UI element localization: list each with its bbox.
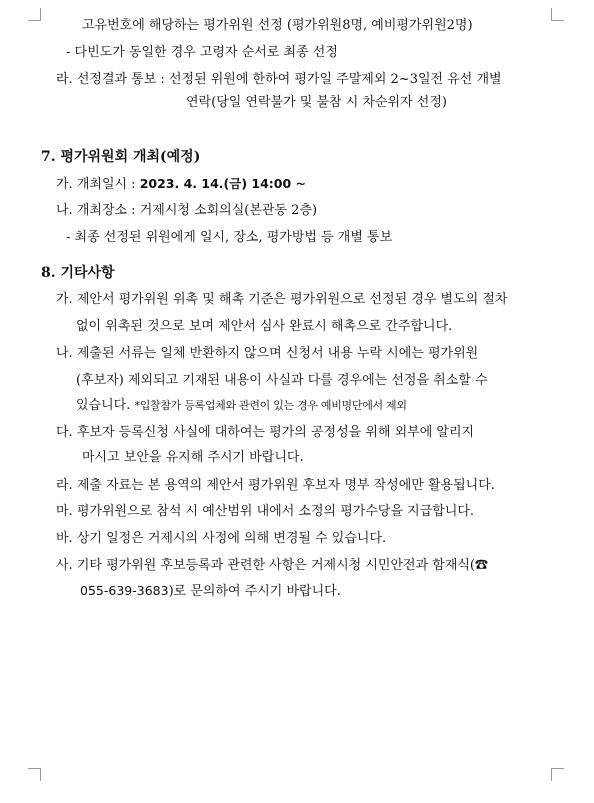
section-7-notice-line: - 최종 선정된 위원에게 일시, 장소, 평가방법 등 개별 통보 <box>66 230 393 245</box>
item-na-line-3-main: 있습니다. <box>76 398 135 413</box>
item-ma-line: 마. 평가위원으로 참석 시 예산범위 내에서 소정의 평가수당을 지급합니다. <box>56 504 475 519</box>
intro-line-1: 고유번호에 해당하는 평가위원 선정 (평가위원8명, 예비평가위원2명) <box>82 18 473 33</box>
item-da-line-1: 다. 후보자 등록신청 사실에 대하여는 평가의 공정성을 위해 외부에 알리지 <box>56 425 475 440</box>
item-ra-line: 라. 제출 자료는 본 용역의 제안서 평가위원 후보자 명부 작성에만 활용됩니다. <box>56 478 495 493</box>
item-na-line-2: (후보자) 제외되고 기재된 내용이 사실과 다를 경우에는 선정을 취소할 수 <box>76 373 488 388</box>
section-8-heading: 8. 기타사항 <box>41 265 115 281</box>
item-ga-line-1: 가. 제안서 평가위원 위촉 및 해촉 기준은 평가위원으로 선정된 경우 별도의 절차 <box>56 292 508 307</box>
intro-line-4: 연락(당일 연락불가 및 불참 시 차순위자 선정) <box>186 95 447 110</box>
item-na-line-1: 나. 제출된 서류는 일체 반환하지 않으며 신청서 내용 누락 시에는 평가위원 <box>56 346 479 361</box>
item-ga-line-2: 없이 위촉된 것으로 보며 제안서 심사 완료시 해촉으로 간주합니다. <box>76 319 453 334</box>
item-da-line-2: 마시고 보안을 유지해 주시기 바랍니다. <box>82 450 304 465</box>
item-sa-line-1: 사. 기타 평가위원 후보등록과 관련한 사항은 거제시청 시민안전과 함재식(☎ <box>56 558 489 573</box>
page-corner-mark-bottom-left <box>28 768 41 781</box>
item-sa-line-2-rest: )로 문의하여 주시기 바랍니다. <box>168 584 341 599</box>
intro-line-3 <box>56 71 552 89</box>
section-7-place-line: 나. 개최장소 : 거제시청 소회의실(본관동 2층) <box>56 203 318 218</box>
item-na-footnote: *입찰참가 등록업체와 관련이 있는 경우 예비명단에서 제외 <box>134 399 407 412</box>
item-na-line-3 <box>76 397 407 415</box>
contact-phone-number: 055-639-3683 <box>80 583 169 598</box>
intro-line-2: - 다빈도가 동일한 경우 고령자 순서로 최종 선정 <box>66 45 338 60</box>
page-corner-mark-bottom-right <box>551 768 564 781</box>
page-corner-mark-top-right <box>551 8 564 21</box>
section-7-date-line <box>56 175 306 193</box>
section-7-heading: 7. 평가위원회 개최(예정) <box>41 149 201 165</box>
page-corner-mark-top-left <box>28 8 41 21</box>
date-value: 2023. 4. 14.(금) 14:00 ~ <box>139 176 307 191</box>
intro-line-3-text: 라. 선정결과 통보 : 선정된 위원에 한하여 평가일 주말제외 2~3일전 유선 개별 <box>56 72 502 87</box>
item-sa-line-2 <box>80 582 341 600</box>
date-label: 가. 개최일시 : <box>56 177 140 192</box>
item-ba-line: 바. 상기 일정은 거제시의 사정에 의해 변경될 수 있습니다. <box>56 531 387 546</box>
